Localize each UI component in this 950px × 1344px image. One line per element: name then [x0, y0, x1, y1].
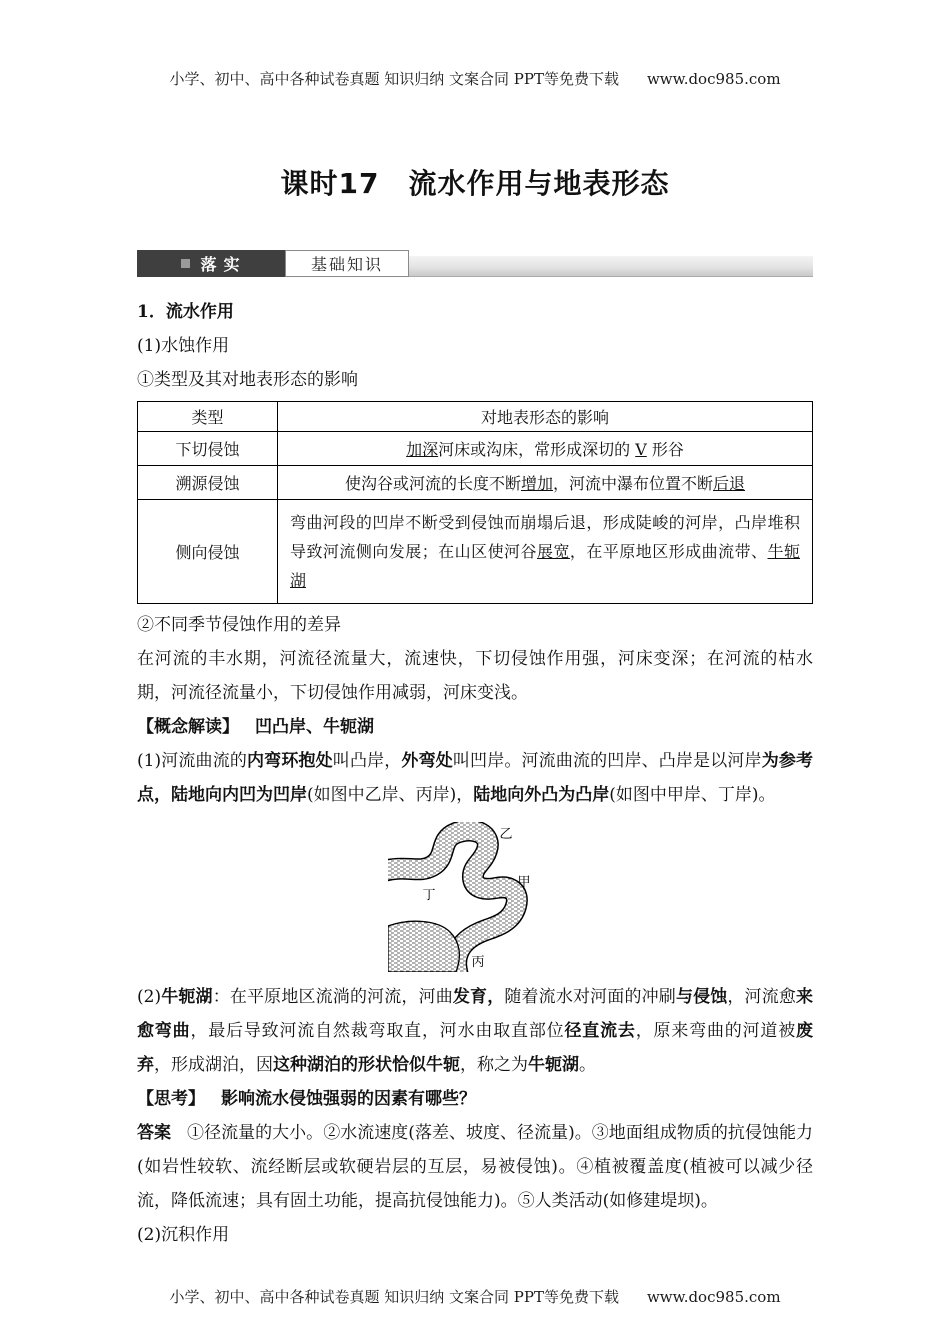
- table-header-type: 类型: [138, 402, 278, 432]
- header-url-link[interactable]: www.doc985.com: [646, 70, 781, 88]
- header-text: 小学、初中、高中各种试卷真题 知识归纳 文案合同 PPT等免费下载: [169, 70, 619, 88]
- erosion-types-subheading: ①类型及其对地表形态的影响: [137, 370, 358, 390]
- figure-label-ding: 丁: [422, 888, 436, 903]
- water-erosion-subheading: (1)水蚀作用: [137, 336, 230, 356]
- answer-text: ①径流量的大小。②水流速度(落差、坡度、径流量)。③地面组成物质的抗侵蚀能力(如岩性较软、流经断层或软硬岩层的互层，易被侵蚀)。④植被覆盖度(植被可以减少径流，降低流速；具有固土功能，提高抗侵蚀能力)。⑤人类活动(如修建堤坝)。: [137, 1123, 814, 1211]
- cell-erosion-effect: 弯曲河段的凹岸不断受到侵蚀而崩塌后退，形成陡峻的河岸，凸岸堆积导致河流侧向发展；在山区使河谷展宽，在平原地区形成曲流带、牛轭湖: [278, 500, 813, 604]
- answer-paragraph: [137, 1116, 813, 1218]
- concept-title: 凹凸岸、牛轭湖: [255, 717, 374, 737]
- footer-url-link[interactable]: www.doc985.com: [646, 1288, 781, 1306]
- cell-erosion-type: 侧向侵蚀: [138, 500, 278, 604]
- think-label: 【思考】: [137, 1089, 205, 1109]
- cell-erosion-type: 溯源侵蚀: [138, 466, 278, 500]
- square-bullet-icon: [181, 259, 190, 268]
- cell-erosion-effect: 使沟谷或河流的长度不断增加，河流中瀑布位置不断后退: [278, 466, 813, 500]
- season-subheading: ②不同季节侵蚀作用的差异: [137, 615, 341, 635]
- page-content: [137, 250, 813, 1252]
- table-header-effect: 对地表形态的影响: [278, 402, 813, 432]
- table-row: [138, 500, 813, 604]
- figure-label-bing: 丙: [471, 955, 485, 970]
- tab-bar: [137, 250, 813, 277]
- answer-label: 答案: [137, 1123, 172, 1143]
- season-paragraph: 在河流的丰水期，河流径流量大，流速快，下切侵蚀作用强，河床变深；在河流的枯水期，河流径流量小，下切侵蚀作用减弱，河床变浅。: [137, 649, 813, 703]
- cell-erosion-type: 下切侵蚀: [138, 432, 278, 466]
- tab-jichuzhishi-label: 基础知识: [310, 255, 383, 274]
- concept-heading: [137, 710, 813, 744]
- figure-label-yi: 乙: [499, 827, 513, 842]
- tab-luoshi-label: 落实: [200, 255, 247, 274]
- table-header-row: [138, 402, 813, 432]
- tab-luoshi[interactable]: [137, 250, 285, 277]
- concept-label: 【概念解读】: [137, 717, 239, 737]
- meander-figure: [388, 822, 563, 972]
- meander-river-drawing: [388, 822, 563, 972]
- figure-label-jia: 甲: [517, 875, 531, 890]
- oxbow-paragraph: (2)牛轭湖：在平原地区流淌的河流，河曲发育，随着流水对河面的冲刷与侵蚀，河流愈来愈弯曲，最后导致河流自然裁弯取直，河水由取直部位径直流去，原来弯曲的河道被废弃，形成湖泊，因这种湖泊的形状恰似牛轭，称之为牛轭湖。: [137, 987, 814, 1075]
- think-heading: [137, 1082, 813, 1116]
- site-header: [0, 68, 950, 89]
- table-row: [138, 466, 813, 500]
- footer-text: 小学、初中、高中各种试卷真题 知识归纳 文案合同 PPT等免费下载: [169, 1288, 619, 1306]
- section-1-heading: 1．流水作用: [137, 302, 234, 322]
- site-footer: [0, 1286, 950, 1307]
- think-question: 影响流水侵蚀强弱的因素有哪些？: [221, 1089, 476, 1109]
- page-title: 课时17 流水作用与地表形态: [280, 167, 670, 200]
- concept-paragraph-1: (1)河流曲流的内弯环抱处叫凸岸，外弯处叫凹岸。河流曲流的凹岸、凸岸是以河岸为参考点，陆地向内凹为凹岸(如图中乙岸、丙岸)，陆地向外凸为凸岸(如图中甲岸、丁岸)。: [137, 751, 813, 805]
- tab-jichuzhishi[interactable]: [285, 250, 409, 277]
- deposition-subheading: (2)沉积作用: [137, 1225, 230, 1245]
- tab-bar-strip: [409, 256, 813, 277]
- cell-erosion-effect: 加深河床或沟床，常形成深切的 V 形谷: [278, 432, 813, 466]
- erosion-effects-table: [137, 401, 813, 604]
- table-row: [138, 432, 813, 466]
